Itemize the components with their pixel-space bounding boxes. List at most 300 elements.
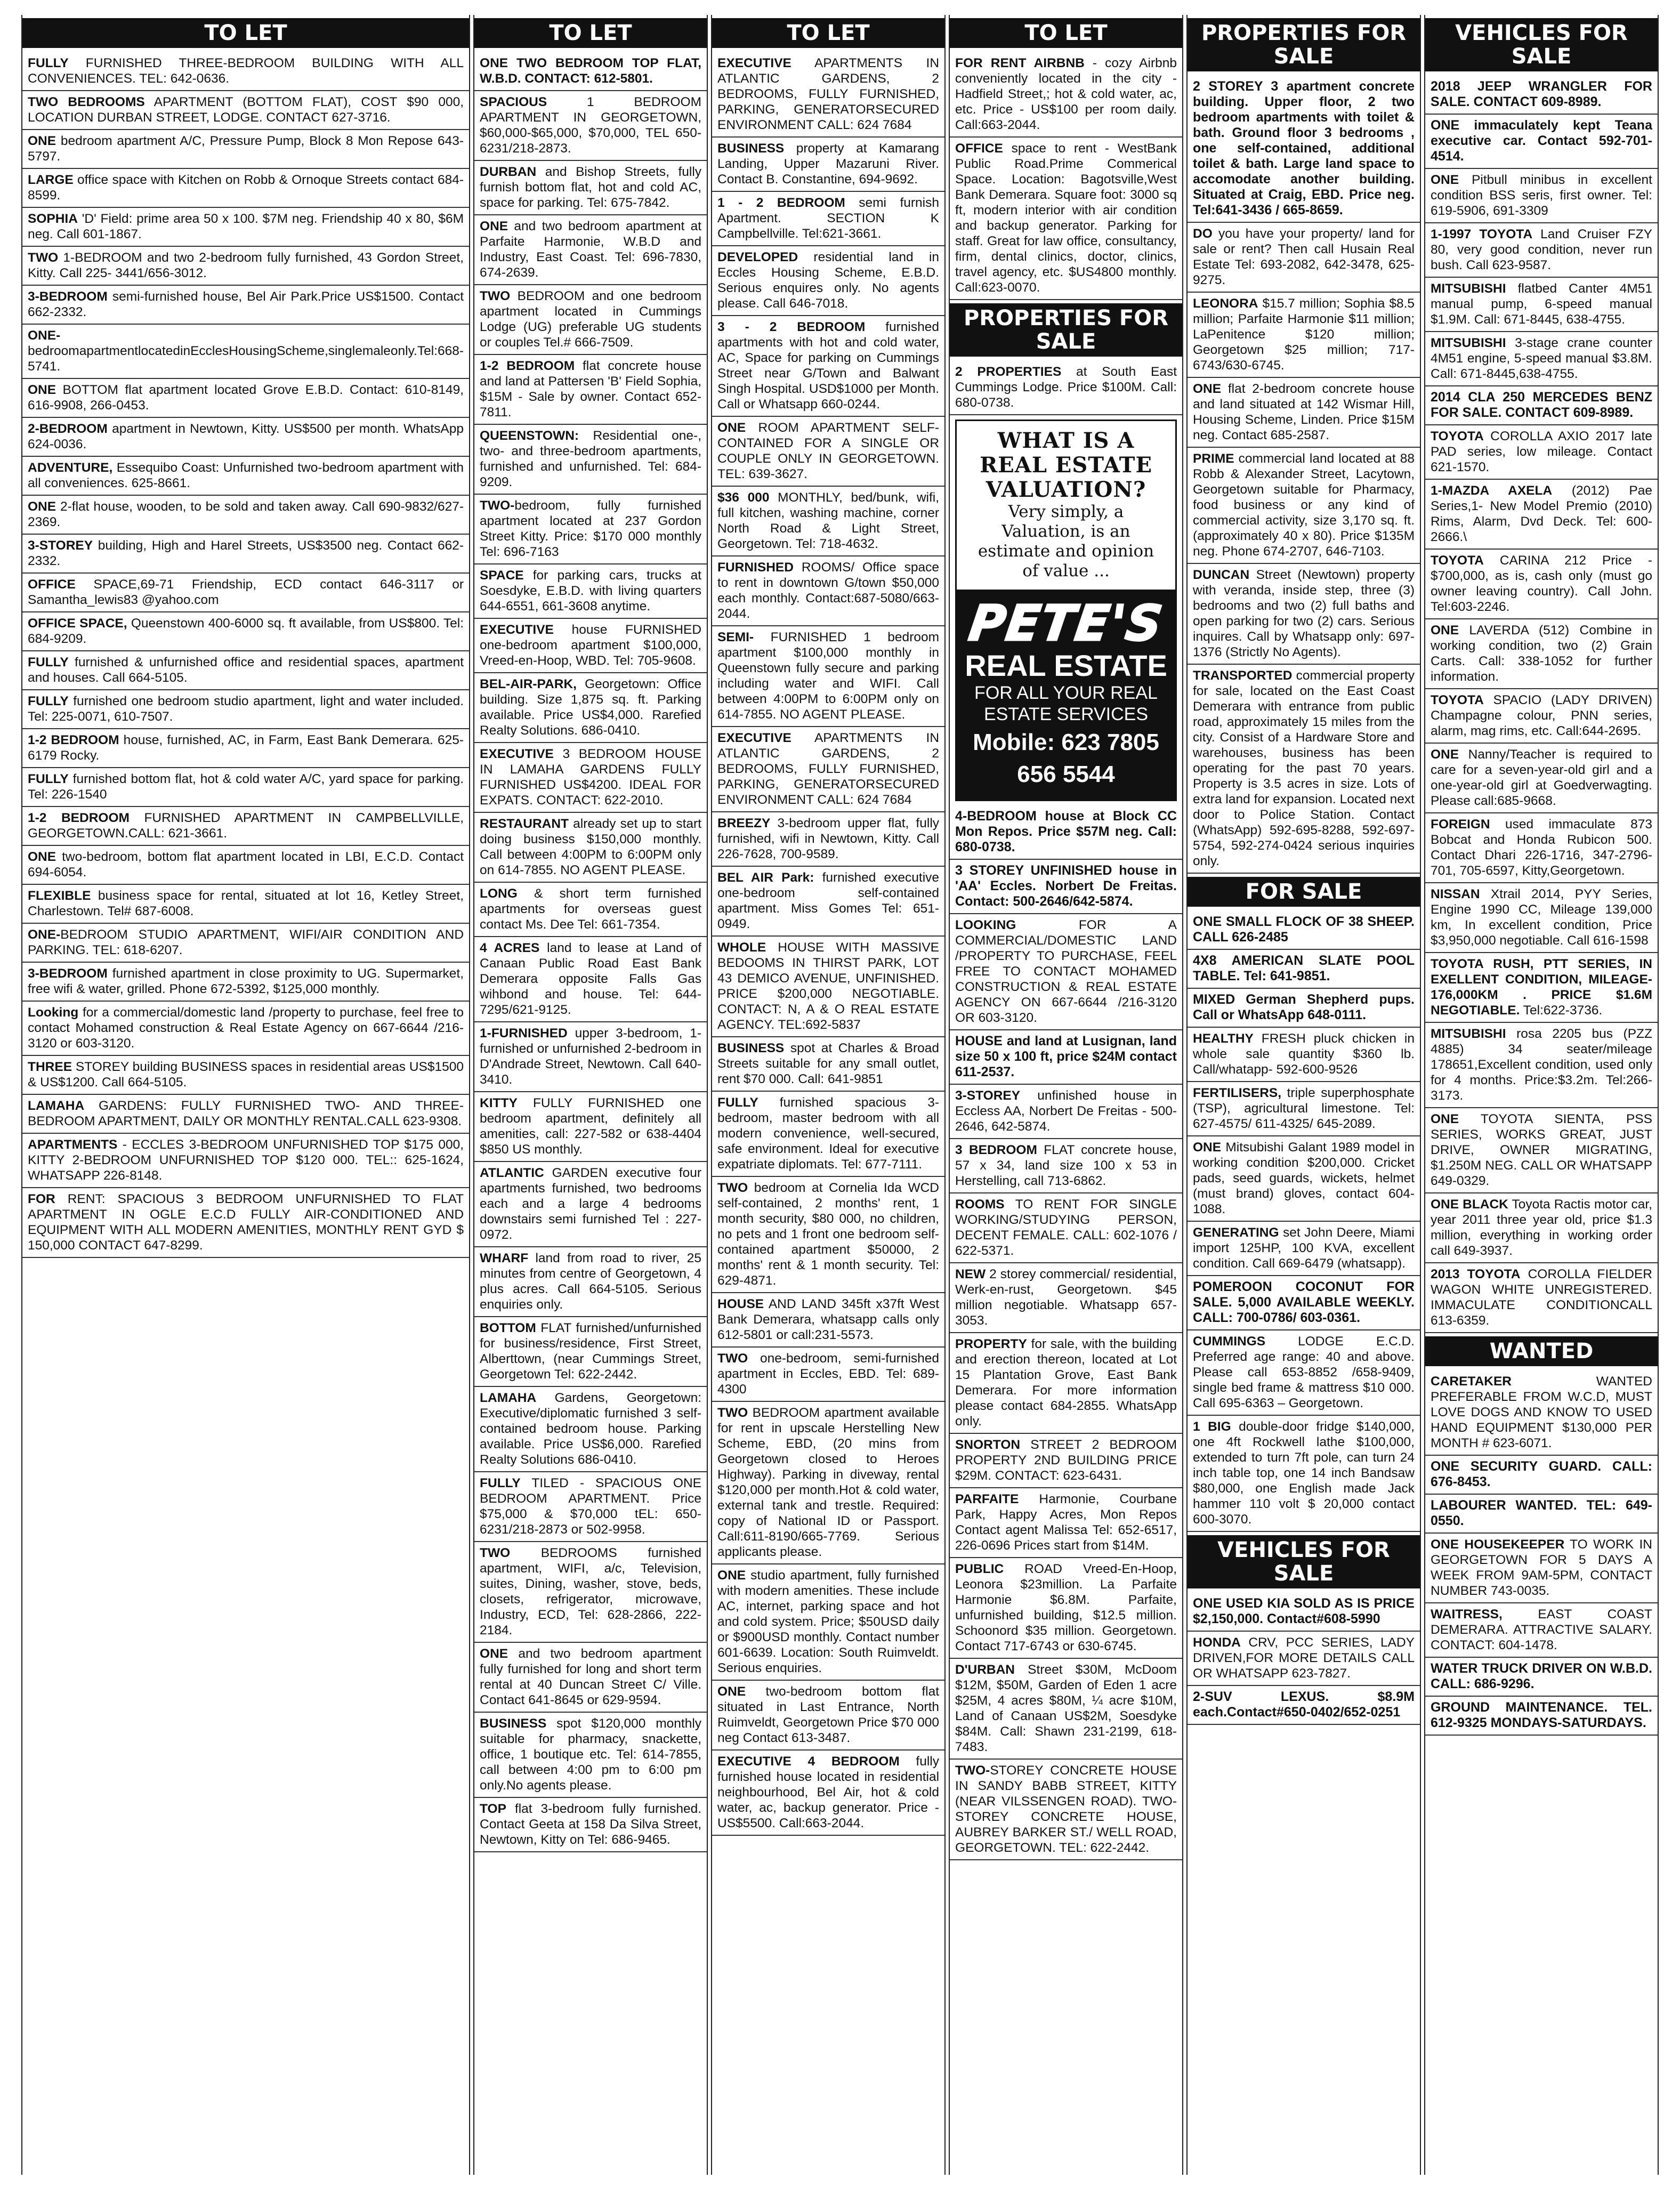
ad-text: ROOMS/ Office space to rent in downtown G/town $50,000 each monthly. Contact:687-5080/663-2044. [717, 560, 940, 621]
ad-lead: BREEZY [717, 816, 771, 830]
classified-ad [950, 1263, 1182, 1333]
ad-text: BEDROOM and one bedroom apartment located in Cummings Lodge (UG) preferable UG students or couples Tel.# 666-7509. [480, 289, 702, 350]
ad-text: set John Deere, Miami import 125HP, 100 KVA, excellent condition. Call 669-6479 (whatsapp). [1193, 1225, 1415, 1271]
classified-ad [474, 673, 707, 743]
ad-text: land from road to river, 25 minutes from centre of Georgetown, 4 plus acres. Call 664-5105. Serious enquiries only. [480, 1251, 702, 1312]
ad-text: semi furnish Apartment. SECTION K Campbellville. Tel:621-3661. [717, 196, 940, 241]
ad-text: FURNISHED THREE-BEDROOM BUILDING WITH ALL CONVENIENCES. TEL: 642-0636. [28, 56, 464, 86]
section-heading: TO LET [950, 18, 1182, 48]
ad-black-panel [957, 590, 1175, 800]
ad-lead: ATLANTIC [480, 1166, 544, 1180]
classified-ad [712, 867, 944, 937]
ad-text: AND LAND 345ft x37ft West Bank Demerara, whatsapp calls only 612-5801 or call:231-5573. [717, 1297, 940, 1342]
classified-ad [712, 727, 944, 812]
ad-text: FLAT furnished/unfurnished for business/residence, First Street, Alberttown, (near Cummings Street, Georgetown Tel: 622-2442. [480, 1321, 702, 1382]
classified-ad [1425, 386, 1658, 425]
classified-ad [474, 743, 707, 813]
ad-lead: 1-2 BEDROOM [28, 811, 130, 825]
ad-lead: PUBLIC [955, 1562, 1004, 1576]
ad-lead: TWO- [955, 1763, 990, 1778]
ad-lead: TWO [717, 1406, 748, 1420]
ad-text: BEDROOMS furnished apartment, WIFI, a/c, Television, suites, Dining, washer, stove, beds, closets, refrigerator, microwave, Industry, ECD, Tel: 628-2866, 222-2184. [480, 1546, 702, 1638]
classified-ad [1425, 1658, 1658, 1697]
petes-logo: PETE'S [965, 595, 1167, 652]
ad-lead: ONE immaculately kept Teana executive car. Contact 592-701-4514. [1431, 118, 1652, 164]
ad-lead: ADVENTURE, [28, 461, 113, 475]
ad-lead: FERTILISERS, [1193, 1086, 1282, 1100]
classified-ad [950, 1193, 1182, 1263]
classified-ad [1425, 332, 1658, 386]
ad-text: and Bishop Streets, fully furnish bottom flat, hot and cold AC, space for parking. Tel: 675-7842. [480, 165, 702, 210]
ad-text: Nanny/Teacher is required to care for a seven-year-old girl and a one-year-old girl at Goedverwagting. Please call:685-9668. [1431, 747, 1652, 808]
classified-ad [950, 914, 1182, 1030]
column-1 [21, 15, 470, 2175]
ad-lead: TWO [480, 1546, 511, 1560]
classified-ad [950, 1760, 1182, 1860]
ad-lead: 2013 TOYOTA [1431, 1267, 1521, 1281]
ad-lead: BOTTOM [480, 1321, 536, 1335]
ad-lead: ONE [480, 1647, 508, 1661]
classified-ad [22, 729, 469, 768]
ad-text: commercial land located at 88 Robb & Alexander Street, Lacytown, Georgetown suitable for Pharmacy, food business or any kind of commercial activity, size 3,170 sq. ft. (approximately 40 x 80). Price $135M neg. Phone 674-2707, 646-7103. [1193, 451, 1415, 559]
classified-ad [1425, 1603, 1658, 1658]
ad-lead: PROPERTY [955, 1337, 1027, 1351]
ad-text: 'D' Field: prime area 50 x 100. $7M neg. Friendship 40 x 80, $6M neg. Call 601-1867. [28, 212, 464, 241]
ad-lead: 2014 CLA 250 MERCEDES BENZ FOR SALE. CONTACT 609-8989. [1431, 390, 1652, 420]
classified-ad [22, 169, 469, 208]
ad-line: VALUATION? [986, 477, 1146, 502]
classified-ad [950, 860, 1182, 914]
classified-ad [22, 286, 469, 325]
classified-ad [22, 924, 469, 963]
classified-ad [712, 812, 944, 867]
ad-text: - cozy Airbnb conveniently located in the city - Hadfield Street,; hot & cold water, ac, etc. Price - US$100 per room daily. Call:663-2044. [955, 56, 1177, 132]
ad-line: FOR ALL YOUR REAL [974, 683, 1158, 703]
ad-lead: 2-SUV LEXUS. $8.9M each.Contact#650-0402/652-0251 [1193, 1689, 1415, 1720]
ad-lead: HEALTHY [1193, 1031, 1254, 1046]
ad-text: HOUSE WITH MASSIVE BEDOOMS IN THIRST PARK, LOT 43 DEMICO AVENUE, UNFINISHED. PRICE $200,000 NEGOTIABLE. CONTACT: N, A & O REAL ESTATE AGENCY. TEL:692-5837 [717, 940, 940, 1032]
ad-text: (2012) Pae Series,1- New Model Premio (2010) Rims, Alarm, Dvd Deck. Tel: 600-2666.\ [1431, 483, 1652, 544]
classified-ad [474, 495, 707, 564]
ad-lead: FOR [28, 1192, 55, 1206]
classified-ad [1188, 293, 1420, 378]
ad-lead: FULLY [28, 694, 69, 708]
ad-text: furnished bottom flat, hot & cold water A/C, yard space for parking. Tel: 226-1540 [28, 772, 464, 802]
classified-ad [22, 885, 469, 924]
ad-lead: TWO BEDROOMS [28, 95, 145, 109]
classified-ad [1425, 1370, 1658, 1456]
classified-ad [22, 91, 469, 130]
ad-text: two-bedroom bottom flat situated in Last Entrance, North Ruimveldt, Georgetown Price $70 000 neg Contact 613-3487. [717, 1684, 940, 1745]
ad-text: FRESH pluck chicken in whole sale quantity $360 lb. Call/whatapp- 592-600-9526 [1193, 1031, 1415, 1077]
classified-ad [474, 425, 707, 495]
ad-lead: KITTY [480, 1096, 518, 1110]
ad-text: Essequibo Coast: Unfurnished two-bedroom apartment with all conveniences. 625-8661. [28, 461, 464, 490]
ad-text: COROLLA AXIO 2017 late PAD series, low mileage. Contact 621-1570. [1431, 429, 1652, 474]
classified-ad [1425, 76, 1658, 115]
classified-ad [22, 535, 469, 574]
ad-lead: 2 PROPERTIES [955, 365, 1062, 379]
classified-ad [474, 215, 707, 285]
ad-text: land to lease at Land of Canaan Public Road East Bank Demerara opposite Falls Gas wihbond and house. Tel: 644-7295/621-9125. [480, 941, 702, 1017]
ad-text: 3-stage crane counter 4M51 engine, 5-speed manual $3.8M. Call: 671-8445,638-4755. [1431, 336, 1652, 381]
ad-text: furnished one bedroom studio apartment, light and water included. Tel: 225-0071, 610-7507. [28, 694, 464, 724]
real-estate-ad [955, 420, 1177, 801]
ad-text: two-bedroom, bottom flat apartment located in LBI, E.C.D. Contact 694-6054. [28, 850, 464, 880]
classified-ad [1425, 1023, 1658, 1108]
ad-text: Gardens, Georgetown: Executive/diplomatic furnished 3 self-contained bedroom house. Parking available. Price US$6,000. Rarefied Realty Solutions 686-0410. [480, 1391, 702, 1467]
classified-ad [712, 937, 944, 1037]
classified-ad [474, 883, 707, 937]
ad-lead: EXECUTIVE [717, 731, 791, 745]
ad-lead: 4X8 AMERICAN SLATE POOL TABLE. Tel: 641-9851. [1193, 953, 1415, 983]
classified-ad [1425, 689, 1658, 744]
ad-text: BEDROOM apartment available for rent in upscale Herstelling New Scheme, EBD, (20 mins from Georgetown closed to Heroes Highway). Parking in diveway, rental $120,000 per month.Hot & cold water, external tank and trestle. Required: copy of National ID or Passport. Call:611-8190/665-7769. Serious applicants please. [717, 1406, 940, 1559]
ad-lead: NISSAN [1431, 887, 1480, 901]
ad-lead: OFFICE [28, 577, 76, 592]
classified-ad [474, 1798, 707, 1852]
ad-text: FULLY FURNISHED one bedroom apartment, definitely all amenities, call: 227-582 or 638-4404 $850 US monthly. [480, 1096, 702, 1157]
classified-ad [1425, 425, 1658, 480]
classified-ad [1425, 1697, 1658, 1736]
ad-lead: TRANSPORTED [1193, 668, 1293, 683]
ad-lead: 1-2 BEDROOM [28, 733, 119, 747]
ad-lead: ONE TWO BEDROOM TOP FLAT, W.B.D. CONTACT: 612-5801. [480, 56, 702, 86]
ad-lead: HOUSE and land at Lusignan, land size 50 x 100 ft, price $24M contact 611-2537. [955, 1034, 1177, 1079]
classified-ad [1425, 1534, 1658, 1603]
classified-ad [1188, 378, 1420, 448]
ad-text: studio apartment, fully furnished with modern amenities. These include AC, internet, parking space and hot and cold system. Price; $50USD daily or $900USD monthly. Contact number 601-6639. Location: South Ruimveldt. Serious enquiries. [717, 1568, 940, 1675]
classified-ad [712, 626, 944, 727]
classified-ad [474, 937, 707, 1022]
ad-text: bedroomapartmentlocatedinEcclesHousingScheme,singlemaleonly.Tel:668-5741. [28, 344, 464, 374]
ad-lead: LABOURER WANTED. TEL: 649-0550. [1431, 1498, 1652, 1528]
classified-ad [950, 138, 1182, 300]
ad-line: REAL ESTATE [980, 453, 1152, 478]
ad-text: furnished apartment in close proximity to UG. Supermarket, free wifi & water, grilled. Phone 672-5392, $125,000 monthly. [28, 966, 464, 996]
ad-lead: GENERATING [1193, 1225, 1279, 1240]
classified-ad [474, 91, 707, 161]
classified-ad [22, 379, 469, 418]
classified-ad [712, 556, 944, 626]
ad-lead: FULLY [28, 56, 69, 70]
ad-lead: QUEENSTOWN: [480, 429, 579, 443]
classified-ad [474, 1542, 707, 1643]
ad-text: upper 3-bedroom, 1-furnished or unfurnished 2-bedroom in D'Andrade Street, Newtown. Call 640-3410. [480, 1026, 702, 1087]
classified-ad [950, 1434, 1182, 1488]
ad-phone: 656 5544 [1017, 761, 1115, 787]
ad-lead: ONE [28, 383, 56, 397]
ad-lead: 3-STOREY [28, 538, 93, 553]
classified-ad [1188, 1632, 1420, 1686]
ad-lead: ONE [28, 134, 56, 148]
ad-text: semi-furnished house, Bel Air Park.Price US$1500. Contact 662-2332. [28, 289, 464, 319]
section-heading: TO LET [22, 18, 469, 48]
ad-text: FLAT concrete house, 57 x 34, land size 100 x 53 in Herstelling, call 713-6862. [955, 1143, 1177, 1188]
ad-lead: ONE [1193, 1140, 1222, 1155]
classified-ad [22, 768, 469, 807]
ad-text: 3 BEDROOM HOUSE IN LAMAHA GARDENS FULLY FURNISHED US$4200. IDEAL FOR EXPATS. CONTACT: 622-2010. [480, 747, 702, 808]
classified-ad [22, 651, 469, 690]
section-heading: WANTED [1425, 1336, 1658, 1366]
ad-line: Very simply, a [1008, 502, 1124, 521]
classified-ad [950, 1659, 1182, 1760]
ad-lead: MITSUBISHI [1431, 1027, 1506, 1041]
ad-lead: TOYOTA [1431, 553, 1484, 568]
ad-line: estimate and opinion [978, 542, 1154, 561]
classified-ad [1188, 1028, 1420, 1082]
ad-text: and two bedroom apartment at Parfaite Harmonie, W.B.D and Industry, East Coast. Tel: 696-7830, 674-2639. [480, 219, 702, 280]
ad-lead: FLEXIBLE [28, 889, 91, 903]
ad-text: GARDENS: FULLY FURNISHED TWO- AND THREE-BEDROOM APARTMENT, DAILY OR MONTHLY RENTAL.CALL 623-9308. [28, 1099, 464, 1128]
ad-lead: 1-2 BEDROOM [480, 359, 575, 373]
ad-lead: ONE [28, 499, 56, 514]
section-heading: TO LET [712, 18, 944, 48]
classified-ad [474, 813, 707, 883]
ad-text: already set up to start doing business $150,000 monthly. Call between 4:00PM to 6:00PM only on 614-7855. NO AGENT PLEASE. [480, 817, 702, 877]
classified-ad [474, 52, 707, 91]
classified-ad [22, 1002, 469, 1056]
classified-ad [1188, 1416, 1420, 1532]
ad-text: BOTTOM flat apartment located Grove E.B.D. Contact: 610-8149, 616-9908, 266-0453. [28, 383, 464, 413]
ad-text: space to rent - WestBank Public Road.Prime Commerical Space. Location: Bagotsville,West Bank Demerara. Square foot: 3000 sq ft, modern interior with air condition and backup generator. Parking for staff. Great for law office, consultancy, firm, dental clinics, doctor, clinics, travel agency, etc. $US4800 monthly. Call:623-0070. [955, 141, 1177, 295]
classified-ad [712, 417, 944, 487]
classified-ad [22, 325, 469, 379]
ad-lead: THREE [28, 1060, 72, 1074]
classified-ad [712, 1348, 944, 1402]
ad-lead: WAITRESS, [1431, 1607, 1503, 1622]
ad-lead: $36 000 [717, 490, 770, 505]
ad-text: spot at Charles & Broad Streets suitable for any small outlet, rent $70 000. Call: 641-9851 [717, 1041, 940, 1086]
ad-text: TO RENT FOR SINGLE WORKING/STUDYING PERSON, DECENT FEMALE. CALL: 602-1076 / 622-5371. [955, 1197, 1177, 1258]
ad-lead: FURNISHED [717, 560, 794, 575]
ad-lead: TOYOTA RUSH, PTT SERIES, IN EXELLENT CONDITION, MILEAGE-176,000KM . PRICE $1.6M NEGOTIABLE. [1431, 957, 1652, 1018]
ad-lead: BEL AIR Park: [717, 870, 814, 885]
classified-ad [1425, 223, 1658, 278]
ad-text: Pitbull minibus in excellent condition BSS seris, first owner. Tel: 619-5906, 691-3309 [1431, 173, 1652, 218]
ad-lead: 1-FURNISHED [480, 1026, 568, 1040]
ad-text: flat 3-bedroom fully furnished. Contact Geeta at 158 Da Silva Street, Newtown, Kitty on Tel: 686-9465. [480, 1802, 702, 1847]
ad-lead: 1 BIG [1193, 1419, 1231, 1434]
ad-lead: TOYOTA [1431, 693, 1484, 707]
ad-lead: SNORTON [955, 1438, 1021, 1452]
classified-ad [1188, 950, 1420, 989]
classified-ad [950, 1558, 1182, 1659]
ad-lead: PRIME [1193, 451, 1234, 466]
ad-lead: GROUND MAINTENANCE. TEL. 612-9325 MONDAYS-SATURDAYS. [1431, 1700, 1652, 1730]
column-2 [473, 15, 708, 2175]
classified-ad [712, 246, 944, 316]
ad-lead: OFFICE SPACE, [28, 616, 127, 631]
ad-lead: FULLY [28, 655, 69, 670]
ad-text: ROOM APARTMENT SELF-CONTAINED FOR A SINGLE OR COUPLE ONLY IN GEORGETOWN. TEL: 639-3627. [717, 421, 940, 481]
ad-lead: ONE- [28, 328, 61, 343]
ad-text: Mitsubishi Galant 1989 model in working condition $200,000. Cricket pads, seed guards, wickets, helmet (must brand) gloves, contact 604-1088. [1193, 1140, 1415, 1216]
classified-ad [1188, 1222, 1420, 1276]
ad-lead: ONE [717, 1568, 746, 1583]
classified-ad [712, 1293, 944, 1348]
classified-ad [1425, 1456, 1658, 1495]
classified-ad [22, 247, 469, 286]
ad-lead: DUNCAN [1193, 568, 1250, 582]
classified-ad [1425, 278, 1658, 332]
ad-lead: HONDA [1193, 1635, 1241, 1650]
classified-ad [22, 1188, 469, 1258]
classified-ad [1425, 169, 1658, 223]
ad-text: Street $30M, McDoom $12M, $50M, Garden of Eden 1 acre $25M, 4 acres $80M, ¼ acre $10M, Land of Canaan US$2M, Soesdyke $84M. Call: Shawn 231-2199, 618-7483. [955, 1663, 1177, 1754]
ad-lead: ONE [1431, 1112, 1459, 1126]
classified-ad [474, 619, 707, 673]
classified-ad [950, 1488, 1182, 1558]
ad-text: Tel:622-3736. [1520, 1003, 1603, 1018]
ad-lead: HOUSE [717, 1297, 764, 1311]
ad-text: Street (Newtown) property with veranda, inside step, three (3) bedrooms and two (2) full baths and open parking for two (2) cars. Serious inquires. Call by Whatsapp only: 697-1376 (Strictly No Agents). [1193, 568, 1415, 659]
ad-text: 2-flat house, wooden, to be sold and taken away. Call 690-9832/627-2369. [28, 499, 464, 529]
classified-ad [22, 963, 469, 1002]
classified-ad [712, 52, 944, 138]
classified-ad [1425, 744, 1658, 813]
ad-text: MONTHLY, bed/bunk, wifi, full kitchen, washing machine, corner North Road & Light Street, Georgetown. Tel: 718-4632. [717, 490, 940, 551]
ad-text: ROAD Vreed-En-Hoop, Leonora $23million. La Parfaite Harmonie $6.8M. Parfaite, unfurnished building, $12.5 million. Schoonord $35 million. Georgetown. Contact 717-6743 or 630-6745. [955, 1562, 1177, 1653]
classified-ad [474, 1643, 707, 1713]
column-6 [1424, 15, 1659, 2175]
classified-ad [1425, 883, 1658, 953]
ad-text: house FURNISHED one-bedroom apartment $100,000, Vreed-en-Hoop, WBD. Tel: 705-9608. [480, 623, 702, 668]
ad-lead: 1-1997 TOYOTA [1431, 227, 1533, 241]
ad-lead: SPACE [480, 568, 524, 583]
classified-ad [1188, 1686, 1420, 1725]
classified-ad [712, 138, 944, 192]
ad-lead: 3 - 2 BEDROOM [717, 320, 866, 334]
ad-text: Residential one-, two- and three-bedroom apartments, furnished and unfurnished. Tel: 684-9209. [480, 429, 702, 489]
classified-ad [1188, 911, 1420, 950]
ad-lead: Looking [28, 1005, 79, 1020]
classified-ad [1188, 1593, 1420, 1632]
ad-lead: CUMMINGS [1193, 1334, 1266, 1349]
classified-ad [712, 1402, 944, 1564]
classified-ad [474, 564, 707, 619]
ad-text: LAVERDA (512) Combine in working condition, two (2) Grain Carts. Call: 338-1052 for further information. [1431, 623, 1652, 684]
ad-text: unfinished house in Eccless AA, Norbert De Freitas - 500-2646, 642-5874. [955, 1088, 1177, 1134]
ad-text: STOREY CONCRETE HOUSE IN SANDY BABB STREET, KITTY (NEAR VILSSENGEN ROAD). TWO-STOREY CONCRETE HOUSE, AUBREY BARKER ST./ WELL ROAD, GEORGETOWN. TEL: 622-2442. [955, 1763, 1177, 1855]
ad-text: 2 storey commercial/ residential, Werk-en-rust, Georgetown. $45 million negotiable. Whatsapp 657-3053. [955, 1267, 1177, 1328]
ad-lead: LAMAHA [480, 1391, 537, 1405]
ad-lead: FOR RENT AIRBNB [955, 56, 1085, 70]
ad-lead: POMEROON COCONUT FOR SALE. 5,000 AVAILABLE WEEKLY. CALL: 700-0786/ 603-0361. [1193, 1279, 1415, 1325]
ad-lead: EXECUTIVE [480, 747, 554, 761]
ad-text: for sale, with the building and erection thereon, located at Lot 15 Plantation Grove, East Bank Demerara. For more information please contact 684-2855. WhatsApp only. [955, 1337, 1177, 1429]
ad-lead: ONE- [28, 927, 61, 942]
ad-lead: RESTAURANT [480, 817, 569, 831]
ad-text: APARTMENTS IN ATLANTIC GARDENS, 2 BEDROOMS, FULLY FURNISHED, PARKING, GENERATORSECURED ENVIRONMENT CALL: 624 7684 [717, 731, 940, 807]
ad-lead: BUSINESS [717, 1041, 785, 1055]
ad-lead: BUSINESS [717, 141, 785, 156]
classified-ad [950, 361, 1182, 415]
ad-lead: TWO [717, 1181, 748, 1195]
ad-lead: ONE SECURITY GUARD. CALL: 676-8453. [1431, 1459, 1652, 1489]
ad-lead: SOPHIA [28, 212, 78, 226]
section-heading: VEHICLES FOR SALE [1188, 1535, 1420, 1588]
classified-ad [474, 1317, 707, 1387]
ad-text: triple superphosphate (TSP), agricultural limestone. Tel: 627-4575/ 611-4325/ 645-2089. [1193, 1086, 1415, 1131]
classified-ad [22, 208, 469, 247]
ad-lead: TWO [717, 1351, 748, 1366]
classified-ad [22, 418, 469, 457]
ad-lead: LOOKING [955, 918, 1016, 932]
classified-ad [712, 1092, 944, 1177]
ad-lead: EXECUTIVE 4 BEDROOM [717, 1754, 900, 1769]
classified-ad [22, 1134, 469, 1188]
ad-lead: ONE [717, 421, 746, 435]
ad-text: Queenstown 400-6000 sq. ft available, from US$800. Tel: 684-9209. [28, 616, 464, 646]
ad-text: residential land in Eccles Housing Scheme, E.B.D. Serious enquires only. No agents please. Call 646-7018. [717, 250, 940, 311]
ad-text: & short term furnished apartments for overseas guest contact Ms. Dee Tel: 661-7354. [480, 886, 702, 932]
classified-ad [1188, 665, 1420, 874]
ad-text: bedroom, fully furnished apartment located at 237 Gordon Street Kitty. Price: $170 000 monthly Tel: 696-7163 [480, 498, 702, 559]
ad-lead: D'URBAN [955, 1663, 1015, 1677]
classified-ad [474, 161, 707, 215]
classified-ad [1188, 448, 1420, 564]
classified-ad [712, 1177, 944, 1293]
ad-text: rosa 2205 bus (PZZ 4885) 34 seater/mileage 178651,Excellent condition, used only for 4 months. Price:$3.2m. Tel:266-3173. [1431, 1027, 1652, 1103]
classified-ad [712, 1037, 944, 1092]
classified-ad [22, 690, 469, 729]
ad-text: at South East Cummings Lodge. Price $100M. Call: 680-0738. [955, 365, 1177, 410]
classified-ad [1425, 813, 1658, 883]
ad-lead: 3 STOREY UNFINISHED house in 'AA' Eccles. Norbert De Freitas. Contact: 500-2646/642-5874. [955, 863, 1177, 909]
classified-ad [1188, 1276, 1420, 1330]
ad-lead: FULLY [717, 1095, 758, 1110]
classified-ad [950, 1333, 1182, 1434]
ad-lead: 3-BEDROOM [28, 289, 108, 304]
ad-text: office space with Kitchen on Robb & Ornoque Streets contact 684-8599. [28, 173, 464, 203]
ad-text: Toyota Ractis motor car, year 2011 three year old, price $1.3 million, everything in working order call 649-3937. [1431, 1197, 1652, 1258]
ad-text: flat 2-bedroom concrete house and land situated at 142 Wismar Hill, Housing Scheme, Linden. Price $15M neg. Contact 685-2587. [1193, 382, 1415, 442]
ad-lead: TWO [480, 289, 511, 303]
classified-ad [474, 1162, 707, 1247]
ad-lead: ONE BLACK [1431, 1197, 1508, 1212]
ad-text: Harmonie, Courbane Park, Happy Acres, Mon Repos Contact agent Malissa Tel: 652-6517, 226-0696 Prices start from $14M. [955, 1492, 1177, 1553]
ad-phone: Mobile: 623 7805 [973, 729, 1159, 755]
classified-ad [474, 1092, 707, 1162]
ad-text: you have your property/ land for sale or rent? Then call Husain Real Estate Tel: 693-2082, 642-3478, 625-9275. [1193, 227, 1415, 287]
ad-text: bedroom at Cornelia Ida WCD self-contained, 2 months' rent, 1 month security, $80 000, no children, no pets and 1 front one bedroom self-contained apartment $50000, 2 months' rent & 1 month security. Tel: 629-4871. [717, 1181, 940, 1288]
ad-lead: DO [1193, 227, 1213, 241]
ad-lead: 1 - 2 BEDROOM [717, 196, 845, 210]
classified-ad [712, 1564, 944, 1681]
classified-ad [22, 574, 469, 612]
classified-ad [22, 1095, 469, 1134]
ad-text: BEDROOM STUDIO APARTMENT, WIFI/AIR CONDITION AND PARKING. TEL: 618-6207. [28, 927, 464, 957]
ad-lead: FULLY [480, 1476, 521, 1490]
ad-lead: ONE [1431, 173, 1459, 187]
ad-text: Xtrail 2014, PYY Series, Engine 1990 CC, Mileage 139,000 km, In excellent condition, Price $3,950,000 negotiable. Call 616-1598 [1431, 887, 1652, 948]
ad-text: TO WORK IN GEORGETOWN FOR 5 DAYS A WEEK FROM 9AM-5PM, CONTACT NUMBER 743-0035. [1431, 1537, 1652, 1598]
ad-text: commercial property for sale, located on the East Coast Demerara with entrance from public road, approximately 15 miles from the city. Consist of a Hardware Store and warehouses, business has been operating for the past 70 years. Property is 3.5 acres in size. Lots of extra land for expansion. Located next door to Police Station. Contact (WhatsApp) 592-695-8288, 592-697-5754, 592-274-0424 serious inquiries only. [1193, 668, 1415, 868]
ad-text: flat concrete house and land at Pattersen 'B' Field Sophia, $15M - Sale by owner. Contact 652-7811. [480, 359, 702, 420]
classified-ad [22, 52, 469, 91]
ad-text: COROLLA FIELDER WAGON WHITE UNREGISTERED. IMMACULATE CONDITIONCALL 613-6359. [1431, 1267, 1652, 1328]
ad-lead: ONE [480, 219, 508, 233]
ad-lead: TOYOTA [1431, 429, 1484, 443]
classified-ad [22, 496, 469, 535]
classified-ad [1425, 115, 1658, 169]
ad-text: spot $120,000 monthly suitable for pharmacy, snackette, office, 1 boutique etc. Tel: 614-7855, call between 4:00 pm to 6:00 pm only.No agents please. [480, 1716, 702, 1793]
ad-lead: CARETAKER [1431, 1374, 1512, 1389]
ad-lead: WHOLE [717, 940, 766, 955]
classified-ad [1425, 1263, 1658, 1333]
classified-ad [22, 612, 469, 651]
